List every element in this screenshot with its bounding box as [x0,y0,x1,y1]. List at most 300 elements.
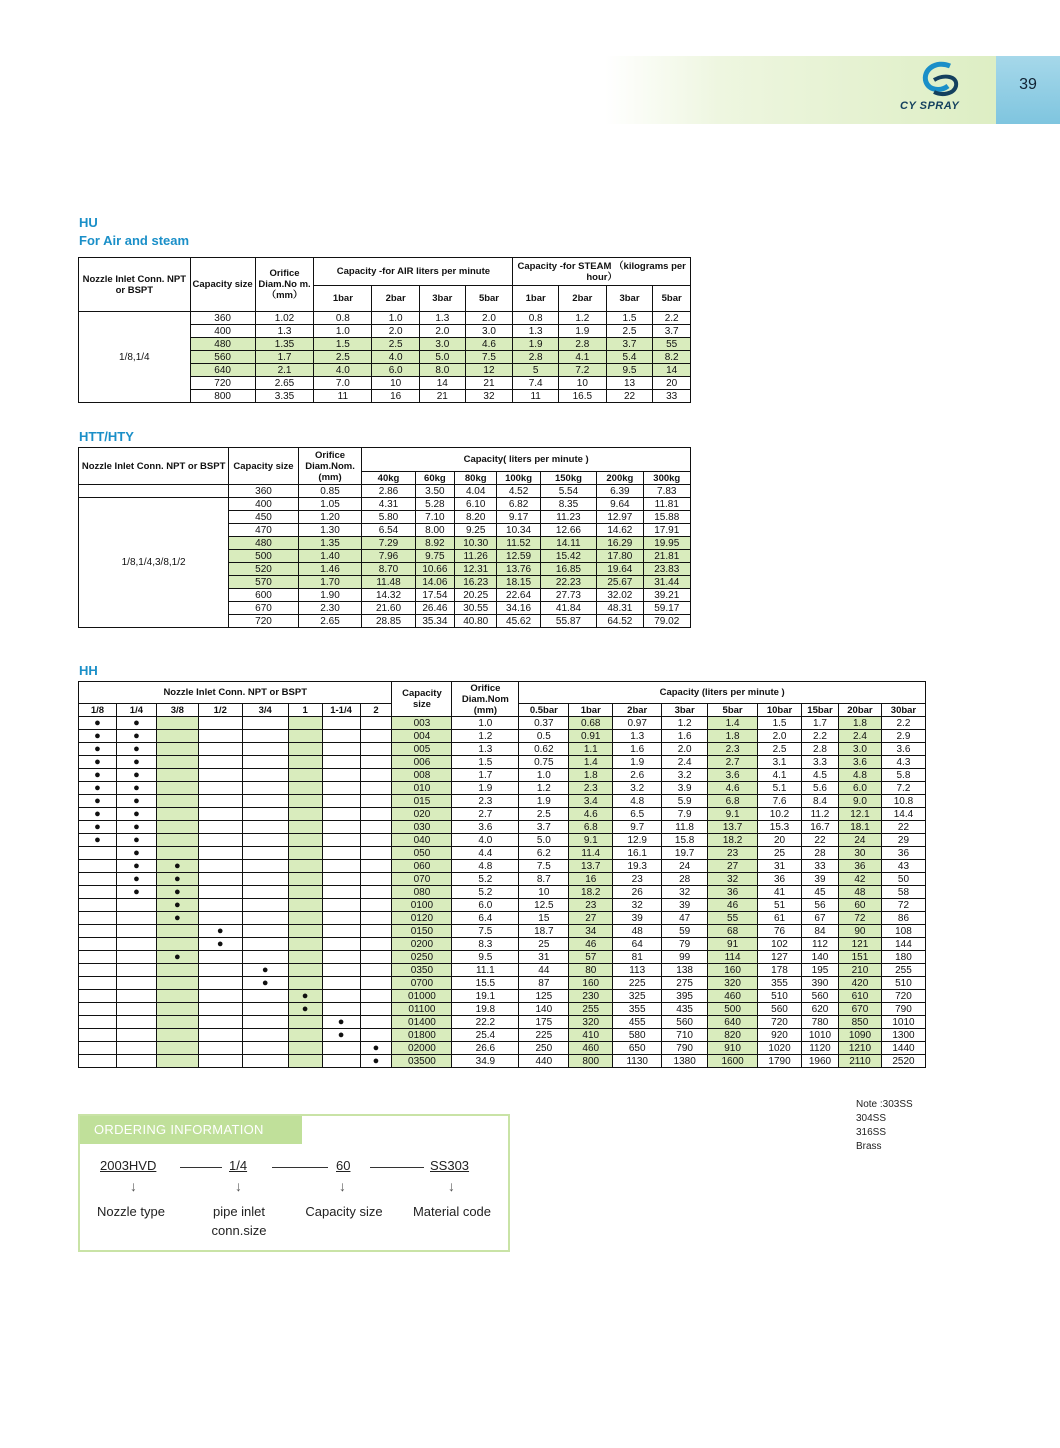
hh-capacity-size-cell: 0100 [392,899,452,912]
table-cell: 34 [569,925,613,938]
hh-conn-cell [322,769,360,782]
availability-dot-icon: ● [94,833,101,846]
availability-dot-icon: ● [337,1015,345,1028]
table-cell: 720 [881,990,925,1003]
hh-conn-cell [79,938,117,951]
table-cell: 7.10 [415,511,454,524]
table-row [79,717,926,730]
table-cell: 8.0 [419,364,465,377]
table-cell: 36 [881,847,925,860]
table-row [79,743,926,756]
hh-conn-cell [79,1003,117,1016]
table-cell: 210 [838,964,881,977]
hh-conn-cell [116,860,156,873]
table-cell: 18.1 [838,821,881,834]
table-cell: 670 [229,602,299,615]
table-cell: 140 [519,1003,569,1016]
hh-conn-cell [242,717,288,730]
hh-conn-cell [360,756,392,769]
table-cell: 2.0 [465,312,513,325]
table-cell: 1.4 [569,756,613,769]
table-cell: 80 [569,964,613,977]
table-cell: 10 [558,377,606,390]
table-cell: 9.64 [597,498,643,511]
hh-conn-cell [116,1016,156,1029]
table-row [79,1055,926,1068]
order-code-nozzle-type: 2003HVD [100,1158,157,1173]
hh-conn-cell [322,782,360,795]
table-cell: 26.46 [415,602,454,615]
note-line: Brass [856,1141,882,1152]
hh-capacity-size-cell: 080 [392,886,452,899]
table-cell: 4.04 [455,485,497,498]
table-cell: 1120 [802,1042,839,1055]
table-cell: 400 [190,325,255,338]
table-cell: 21 [419,390,465,403]
table-cell: 25 [758,847,802,860]
table-cell: 5.0 [419,351,465,364]
table-cell: 2.8 [513,351,559,364]
table-cell: 650 [613,1042,662,1055]
table-cell: 28 [662,873,708,886]
hh-conn-cell [360,769,392,782]
hh-conn-cell [288,821,322,834]
table-cell: 2.65 [255,377,314,390]
availability-dot-icon: ● [174,898,181,911]
hh-conn-cell [322,795,360,808]
table-cell: 1.5 [758,717,802,730]
table-cell: 440 [519,1055,569,1068]
table-cell: 12.5 [519,899,569,912]
hh-conn-cell [360,847,392,860]
hh-conn-cell [116,951,156,964]
table-cell: 7.83 [643,485,690,498]
table-cell: 1.2 [558,312,606,325]
hh-conn-cell [242,795,288,808]
table-cell: 6.39 [597,485,643,498]
table-cell: 15.88 [643,511,690,524]
table-cell: 1.46 [298,563,362,576]
hh-conn-cell [156,847,198,860]
hh-pressure-header: 5bar [708,704,758,717]
table-cell: 25 [519,938,569,951]
table-cell: 1020 [758,1042,802,1055]
table-cell: 225 [613,977,662,990]
table-cell: 16.85 [540,563,596,576]
table-cell: 25.67 [597,576,643,589]
table-cell: 4.0 [314,364,372,377]
table-cell: 1.35 [255,338,314,351]
table-cell: 1.4 [708,717,758,730]
table-row [79,990,926,1003]
table-cell: 8.00 [415,524,454,537]
table-cell: 56 [802,899,839,912]
availability-dot-icon: ● [174,911,181,924]
table-cell: 1.0 [519,769,569,782]
table-cell: 16.23 [455,576,497,589]
table-cell: 121 [838,938,881,951]
table-cell: 2.8 [558,338,606,351]
hh-conn-cell [360,795,392,808]
availability-dot-icon: ● [133,716,140,729]
hh-conn-cell [288,756,322,769]
hh-conn-cell [360,1055,392,1068]
hh-orifice-cell: 5.2 [452,886,519,899]
table-cell: 81 [613,951,662,964]
table-cell: 3.0 [419,338,465,351]
hu-pressure-header: 1bar [513,286,559,312]
table-cell: 59 [662,925,708,938]
table-cell: 32.02 [597,589,643,602]
table-cell: 3.7 [519,821,569,834]
table-cell: 2.0 [372,325,420,338]
hh-capacity-size-cell: 010 [392,782,452,795]
table-cell: 48.31 [597,602,643,615]
table-cell: 2520 [881,1055,925,1068]
hh-orifice-cell: 1.7 [452,769,519,782]
table-cell: 2.9 [881,730,925,743]
table-cell: 19.7 [662,847,708,860]
hh-conn-cell [79,964,117,977]
hu-pressure-header: 3bar [606,286,653,312]
hu-pressure-header: 3bar [419,286,465,312]
table-cell: 0.97 [613,717,662,730]
hh-conn-cell [288,717,322,730]
table-cell: 720 [229,615,299,628]
hh-conn-cell [322,1042,360,1055]
table-cell: 16.29 [597,537,643,550]
hh-conn-cell [322,977,360,990]
table-cell: 91 [708,938,758,951]
hh-orifice-header: Orifice Diam.Nom (mm) [452,682,519,717]
hh-conn-cell [288,860,322,873]
table-cell: 18.7 [519,925,569,938]
hh-conn-cell [79,756,117,769]
table-cell: 13.76 [497,563,540,576]
table-cell: 17.54 [415,589,454,602]
table-cell: 41 [758,886,802,899]
hh-conn-cell [360,938,392,951]
hh-conn-cell [116,1055,156,1068]
table-cell: 3.0 [465,325,513,338]
table-cell: 0.62 [519,743,569,756]
table-cell: 112 [802,938,839,951]
table-row [79,834,926,847]
table-cell: 560 [662,1016,708,1029]
table-cell: 6.5 [613,808,662,821]
table-cell: 61 [758,912,802,925]
table-cell: 360 [190,312,255,325]
table-cell: 45.62 [497,615,540,628]
availability-dot-icon: ● [174,872,181,885]
note-line: 304SS [856,1113,887,1124]
table-cell: 7.9 [662,808,708,821]
hh-conn-cell [156,886,198,899]
hh-orifice-cell: 6.0 [452,899,519,912]
table-cell: 125 [519,990,569,1003]
table-row [79,925,926,938]
hh-conn-cell [288,1055,322,1068]
hh-conn-cell [288,1042,322,1055]
availability-dot-icon: ● [133,755,140,768]
hh-conn-cell [156,1003,198,1016]
table-cell: 1.40 [298,550,362,563]
hh-orifice-cell: 1.3 [452,743,519,756]
table-cell: 1.35 [298,537,362,550]
table-cell: 1.8 [708,730,758,743]
availability-dot-icon: ● [94,820,101,833]
hh-capacity-size-cell: 01400 [392,1016,452,1029]
table-cell: 17.80 [597,550,643,563]
table-cell: 790 [662,1042,708,1055]
table-cell: 34.16 [497,602,540,615]
htt-conn-empty-cell [79,485,229,498]
table-cell: 3.1 [758,756,802,769]
table-cell: 320 [569,1016,613,1029]
order-connector-line [272,1167,328,1168]
table-cell: 12.1 [838,808,881,821]
table-cell: 420 [838,977,881,990]
hh-conn-size-header: 1-1/4 [322,704,360,717]
table-cell: 1440 [881,1042,925,1055]
table-row [79,899,926,912]
table-cell: 14 [653,364,691,377]
hh-conn-cell [288,808,322,821]
table-cell: 22 [881,821,925,834]
hh-conn-cell [156,1055,198,1068]
table-cell: 11.81 [643,498,690,511]
htt-load-header: 60kg [415,472,454,485]
hh-conn-cell [360,964,392,977]
table-cell: 72 [838,912,881,925]
table-cell: 1.9 [519,795,569,808]
hh-conn-cell [242,860,288,873]
hh-conn-cell [288,834,322,847]
table-cell: 1.9 [513,338,559,351]
table-cell: 1.3 [255,325,314,338]
table-cell: 18.15 [497,576,540,589]
hh-conn-cell [79,730,117,743]
availability-dot-icon: ● [216,937,224,950]
hh-orifice-cell: 4.8 [452,860,519,873]
availability-dot-icon: ● [133,833,140,846]
hh-conn-cell [242,743,288,756]
availability-dot-icon: ● [94,742,101,755]
table-cell: 1.02 [255,312,314,325]
table-row [79,498,691,511]
hh-orifice-cell: 25.4 [452,1029,519,1042]
table-cell: 12.9 [613,834,662,847]
table-cell: 1.9 [613,756,662,769]
hu-orifice-header: Orifice Diam.No m.（mm） [255,258,314,312]
table-cell: 68 [708,925,758,938]
table-cell: 140 [802,951,839,964]
table-cell: 2.4 [838,730,881,743]
table-row [79,847,926,860]
hu-pressure-header: 1bar [314,286,372,312]
table-cell: 1.3 [613,730,662,743]
table-row [79,808,926,821]
table-cell: 59.17 [643,602,690,615]
hh-conn-cell [288,873,322,886]
table-cell: 1.70 [298,576,362,589]
hh-conn-cell [198,834,242,847]
hh-conn-cell [360,873,392,886]
hh-conn-cell [79,925,117,938]
hu-pressure-header: 2bar [372,286,420,312]
hh-capacity-size-cell: 0250 [392,951,452,964]
table-cell: 23 [569,899,613,912]
htt-capacity-size-header: Capacity size [229,448,299,485]
table-cell: 12.59 [497,550,540,563]
hh-conn-cell [288,782,322,795]
hh-conn-cell [242,938,288,951]
hh-conn-cell [242,1016,288,1029]
hh-conn-cell [79,782,117,795]
table-cell: 3.35 [255,390,314,403]
hh-conn-cell [198,795,242,808]
table-cell: 500 [229,550,299,563]
table-cell: 8.20 [455,511,497,524]
availability-dot-icon: ● [133,846,140,859]
table-cell: 2.2 [653,312,691,325]
table-cell: 355 [758,977,802,990]
hh-conn-cell [288,1016,322,1029]
hh-conn-size-header: 1/4 [116,704,156,717]
table-row [79,938,926,951]
hh-conn-cell [242,886,288,899]
hh-conn-cell [156,1042,198,1055]
hh-capacity-size-cell: 01800 [392,1029,452,1042]
table-cell: 8.35 [540,498,596,511]
availability-dot-icon: ● [94,729,101,742]
hu-nozzle-header: Nozzle Inlet Conn. NPT or BSPT [79,258,191,312]
table-cell: 2.3 [708,743,758,756]
hh-conn-cell [360,730,392,743]
hh-conn-cell [116,769,156,782]
hh-conn-cell [288,938,322,951]
table-cell: 560 [802,990,839,1003]
cy-spray-logo-icon [918,60,964,98]
table-cell: 10.8 [881,795,925,808]
hh-conn-cell [242,951,288,964]
table-cell: 47 [662,912,708,925]
table-cell: 8.2 [653,351,691,364]
hh-conn-cell [198,730,242,743]
hh-conn-cell [198,938,242,951]
table-cell: 22 [606,390,653,403]
table-cell: 400 [229,498,299,511]
table-cell: 620 [802,1003,839,1016]
table-cell: 16.1 [613,847,662,860]
table-cell: 1960 [802,1055,839,1068]
ordering-info-title: ORDERING INFORMATION [80,1116,302,1144]
hh-capacity-size-cell: 0700 [392,977,452,990]
table-cell: 2.0 [662,743,708,756]
hh-conn-cell [79,951,117,964]
hh-conn-cell [360,990,392,1003]
hh-orifice-cell: 2.3 [452,795,519,808]
table-cell: 1300 [881,1029,925,1042]
table-cell: 510 [881,977,925,990]
hh-conn-cell [322,1029,360,1042]
hh-conn-cell [360,808,392,821]
hh-conn-cell [116,873,156,886]
table-cell: 195 [802,964,839,977]
hh-conn-cell [116,847,156,860]
hh-conn-cell [156,912,198,925]
hh-conn-cell [360,925,392,938]
table-cell: 10 [372,377,420,390]
table-cell: 20.25 [455,589,497,602]
hh-conn-cell [242,808,288,821]
availability-dot-icon: ● [301,1002,309,1015]
table-cell: 10 [519,886,569,899]
hh-conn-cell [79,795,117,808]
table-cell: 178 [758,964,802,977]
table-cell: 3.4 [569,795,613,808]
hh-conn-cell [79,847,117,860]
table-cell: 225 [519,1029,569,1042]
table-cell: 3.7 [653,325,691,338]
hh-conn-cell [116,912,156,925]
table-cell: 1.90 [298,589,362,602]
hh-orifice-cell: 19.8 [452,1003,519,1016]
table-cell: 3.6 [838,756,881,769]
hh-orifice-cell: 19.1 [452,990,519,1003]
hh-conn-cell [198,1055,242,1068]
hh-conn-cell [242,730,288,743]
hh-conn-cell [116,821,156,834]
table-cell: 6.0 [372,364,420,377]
table-cell: 5.0 [519,834,569,847]
table-cell: 1.6 [613,743,662,756]
table-cell: 0.37 [519,717,569,730]
hu-title: HU [79,215,98,230]
availability-dot-icon: ● [94,807,101,820]
down-arrow-icon: ↓ [130,1178,137,1194]
hh-conn-cell [198,1016,242,1029]
table-cell: 33 [653,390,691,403]
table-cell: 10.2 [758,808,802,821]
table-cell: 5.1 [758,782,802,795]
hh-conn-cell [156,873,198,886]
table-cell: 27 [569,912,613,925]
hu-steam-header: Capacity -for STEAM （kilograms per hour） [513,258,691,286]
availability-dot-icon: ● [133,807,140,820]
table-cell: 4.0 [372,351,420,364]
table-cell: 20 [653,377,691,390]
table-cell: 1.7 [802,717,839,730]
table-cell: 29 [881,834,925,847]
table-cell: 6.8 [569,821,613,834]
order-label-pipe-inlet: pipe inlet conn.size [211,1204,267,1238]
table-cell: 11.52 [497,537,540,550]
table-row [79,912,926,925]
hh-capacity-size-cell: 01000 [392,990,452,1003]
hh-capacity-size-cell: 015 [392,795,452,808]
hh-conn-cell [288,1029,322,1042]
hu-table [78,257,691,403]
table-cell: 46 [708,899,758,912]
hh-conn-cell [156,1016,198,1029]
table-cell: 9.7 [613,821,662,834]
table-cell: 27.73 [540,589,596,602]
hh-conn-cell [198,964,242,977]
hh-conn-cell [156,769,198,782]
table-cell: 6.0 [838,782,881,795]
hh-orifice-cell: 1.5 [452,756,519,769]
